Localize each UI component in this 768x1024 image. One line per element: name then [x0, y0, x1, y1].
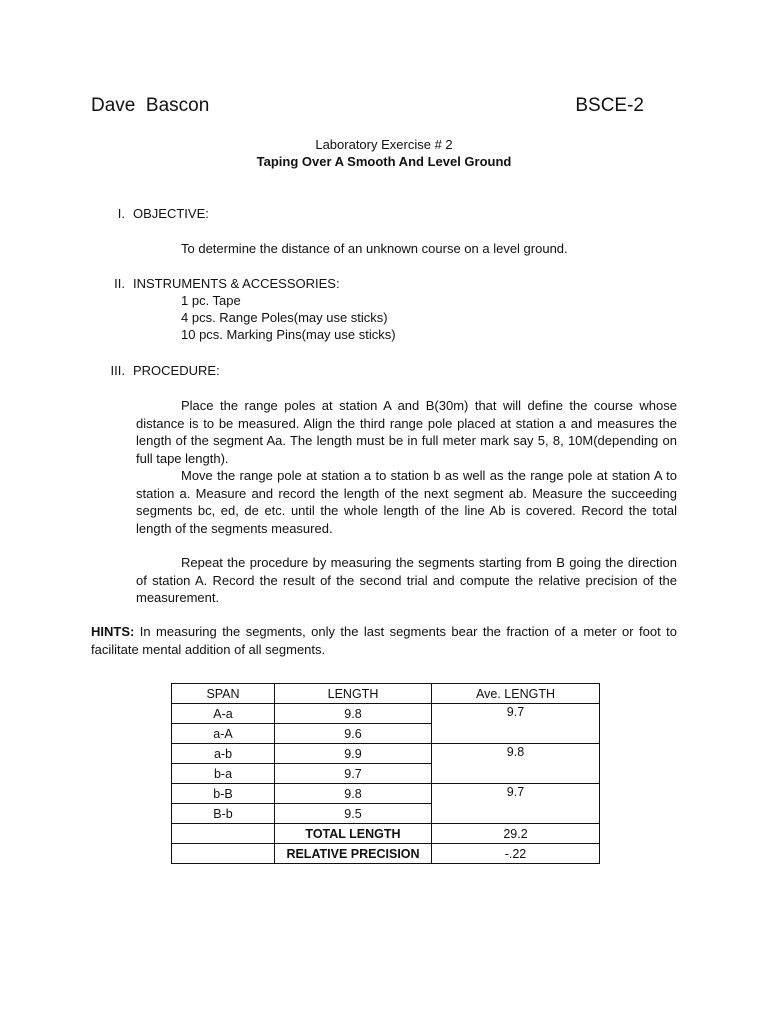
measurement-table: [171, 683, 600, 864]
precision-value: -.22: [432, 844, 600, 864]
exercise-number: Laboratory Exercise # 2: [315, 137, 453, 152]
procedure-paragraph: Place the range poles at station A and B(30m) that will define the course whose distance is to be measured. Align the third range pole placed at station a and measures the length of the segment Aa. The length must be in full meter mark say 5, 8, 10M(depending on full tape length).: [136, 398, 677, 466]
table-row: [172, 744, 600, 764]
student-name: Dave Bascon: [91, 95, 210, 116]
precision-label: RELATIVE PRECISION: [275, 844, 432, 864]
length-cell: 9.8: [275, 704, 432, 724]
exercise-title: Taping Over A Smooth And Level Ground: [256, 154, 512, 169]
length-cell: 9.7: [275, 764, 432, 784]
procedure-paragraph: Move the range pole at station a to station b as well as the range pole at station A to station a. Measure and record the length of the next segment ab. Measure the succeeding segments bc, ed, de etc. until the whole length of the line Ab is covered. Record the total length of the segments measured.: [136, 468, 677, 536]
course-code: BSCE-2: [575, 95, 644, 116]
table-row: [172, 704, 600, 724]
span-cell: b-B: [172, 784, 275, 804]
span-cell: b-a: [172, 764, 275, 784]
empty-cell: [172, 824, 275, 844]
objective-numeral: I.: [117, 206, 125, 221]
objective-heading: OBJECTIVE:: [133, 206, 209, 221]
hints-label: HINTS:: [91, 624, 135, 639]
header-ave-length: Ave. LENGTH: [432, 684, 600, 704]
span-cell: B-b: [172, 804, 275, 824]
instrument-item: 4 pcs. Range Poles(may use sticks): [181, 310, 388, 325]
objective-text: To determine the distance of an unknown course on a level ground.: [181, 241, 568, 256]
header-length: LENGTH: [275, 684, 432, 704]
length-cell: 9.6: [275, 724, 432, 744]
procedure-numeral: III.: [110, 363, 125, 378]
length-cell: 9.5: [275, 804, 432, 824]
instrument-item: 10 pcs. Marking Pins(may use sticks): [181, 327, 396, 342]
procedure-heading: PROCEDURE:: [133, 363, 220, 378]
length-cell: 9.8: [275, 784, 432, 804]
table-header-row: [172, 684, 600, 704]
instrument-item: 1 pc. Tape: [181, 293, 241, 308]
total-value: 29.2: [432, 824, 600, 844]
total-label: TOTAL LENGTH: [275, 824, 432, 844]
precision-row: [172, 844, 600, 864]
table-row: [172, 784, 600, 804]
header-span: SPAN: [172, 684, 275, 704]
span-cell: a-A: [172, 724, 275, 744]
instruments-numeral: II.: [114, 276, 125, 291]
empty-cell: [172, 844, 275, 864]
span-cell: a-b: [172, 744, 275, 764]
span-cell: A-a: [172, 704, 275, 724]
average-cell: 9.8: [432, 744, 600, 784]
total-row: [172, 824, 600, 844]
instruments-heading: INSTRUMENTS & ACCESSORIES:: [133, 276, 340, 291]
average-cell: 9.7: [432, 704, 600, 744]
procedure-paragraph: Repeat the procedure by measuring the segments starting from B going the direction of station A. Record the result of the second trial and compute the relative precision of the measurement.: [136, 555, 677, 605]
average-cell: 9.7: [432, 784, 600, 824]
hints-paragraph: HINTS: In measuring the segments, only the last segments bear the fraction of a meter or foot to facilitate mental addition of all segments.: [91, 624, 677, 657]
length-cell: 9.9: [275, 744, 432, 764]
